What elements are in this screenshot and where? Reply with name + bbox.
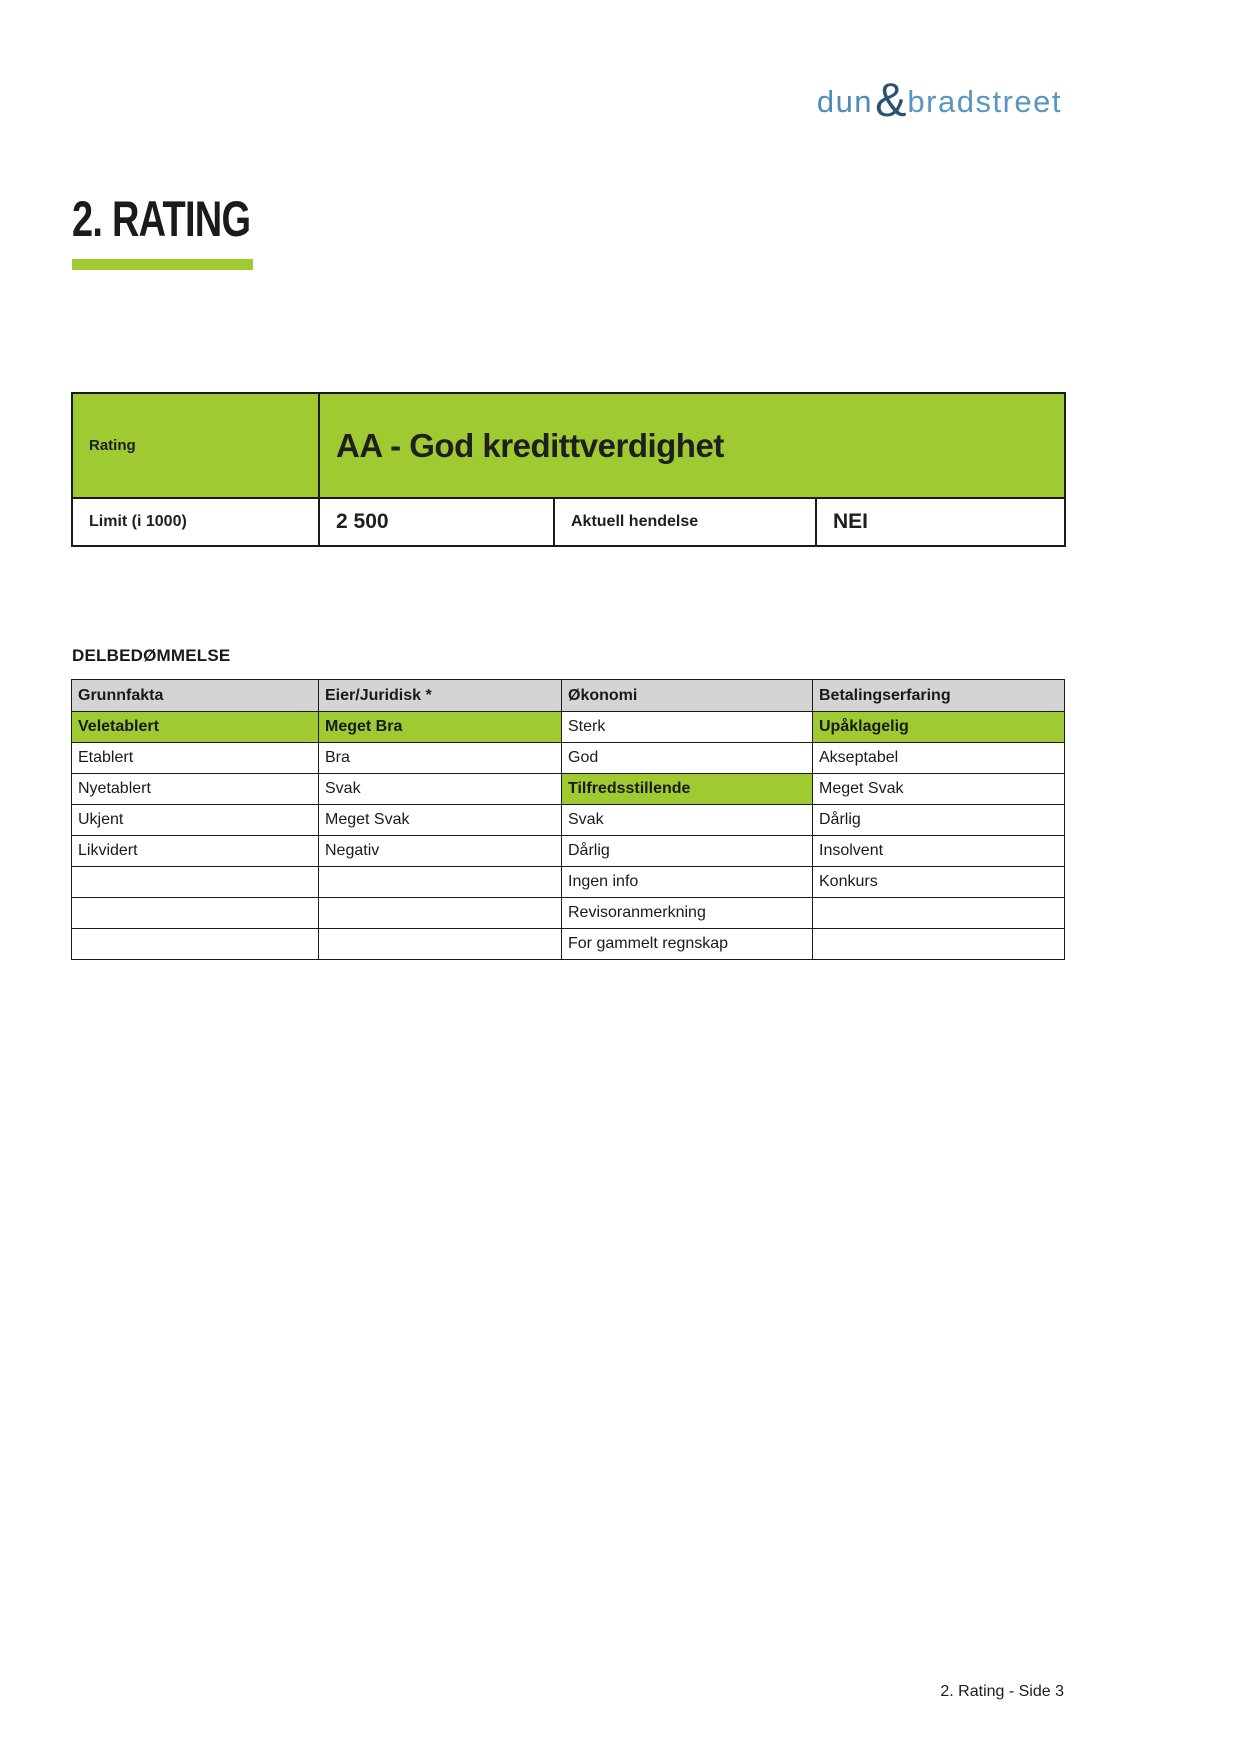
table-cell: Likvidert xyxy=(72,836,319,867)
table-cell: Dårlig xyxy=(813,805,1065,836)
delbedommelse-table-head xyxy=(72,680,1065,712)
table-cell: Bra xyxy=(319,743,562,774)
table-cell xyxy=(72,867,319,898)
limit-label-cell xyxy=(72,498,319,546)
table-cell: Svak xyxy=(562,805,813,836)
table-cell: Svak xyxy=(319,774,562,805)
table-header-cell: Økonomi xyxy=(562,680,813,712)
table-cell: Ingen info xyxy=(562,867,813,898)
table-header-cell: Grunnfakta xyxy=(72,680,319,712)
limit-value-cell xyxy=(319,498,554,546)
limit-label: Limit (i 1000) xyxy=(89,513,187,530)
rating-label: Rating xyxy=(89,436,136,454)
table-cell: Veletablert xyxy=(72,712,319,743)
table-cell xyxy=(319,929,562,960)
table-row xyxy=(72,929,1065,960)
table-cell: Negativ xyxy=(319,836,562,867)
dun-and-bradstreet-logo xyxy=(816,72,1062,126)
event-value: NEI xyxy=(833,510,869,533)
table-cell: Akseptabel xyxy=(813,743,1065,774)
table-cell xyxy=(813,929,1065,960)
table-row xyxy=(72,867,1065,898)
table-row xyxy=(72,805,1065,836)
rating-summary-table xyxy=(71,392,1066,547)
table-header-cell: Eier/Juridisk * xyxy=(319,680,562,712)
rating-header-row xyxy=(72,393,1065,498)
rating-values-row xyxy=(72,498,1065,546)
table-cell: Konkurs xyxy=(813,867,1065,898)
page-title: 2. RATING xyxy=(72,191,251,247)
table-cell: Meget Bra xyxy=(319,712,562,743)
footer-page-label: 2. Rating - Side 3 xyxy=(940,1683,1064,1700)
table-cell xyxy=(319,867,562,898)
delbedommelse-title: DELBEDØMMELSE xyxy=(72,646,231,665)
table-row xyxy=(72,836,1065,867)
delbedommelse-table-body xyxy=(72,712,1065,960)
table-cell: Sterk xyxy=(562,712,813,743)
rating-value: AA - God kredittverdighet xyxy=(336,426,724,464)
table-row xyxy=(72,774,1065,805)
table-cell xyxy=(813,898,1065,929)
table-cell: Nyetablert xyxy=(72,774,319,805)
table-cell: Meget Svak xyxy=(813,774,1065,805)
table-row xyxy=(72,743,1065,774)
table-cell: Upåklagelig xyxy=(813,712,1065,743)
limit-value: 2 500 xyxy=(336,510,389,533)
table-row xyxy=(72,712,1065,743)
table-cell: Revisoranmerkning xyxy=(562,898,813,929)
table-cell: For gammelt regnskap xyxy=(562,929,813,960)
table-header-row xyxy=(72,680,1065,712)
table-row xyxy=(72,898,1065,929)
table-cell: Insolvent xyxy=(813,836,1065,867)
title-underline-bar xyxy=(72,259,253,270)
event-value-cell xyxy=(816,498,1065,546)
table-header-cell: Betalingserfaring xyxy=(813,680,1065,712)
table-cell: Ukjent xyxy=(72,805,319,836)
event-label: Aktuell hendelse xyxy=(571,513,699,530)
table-cell: Tilfredsstillende xyxy=(562,774,813,805)
delbedommelse-table xyxy=(71,679,1065,960)
rating-label-cell xyxy=(72,393,319,498)
logo-ampersand-icon: & xyxy=(875,73,907,126)
table-cell xyxy=(72,929,319,960)
table-cell: Etablert xyxy=(72,743,319,774)
rating-value-cell xyxy=(319,393,1065,498)
table-cell: God xyxy=(562,743,813,774)
logo-word-bradstreet: bradstreet xyxy=(907,84,1062,119)
table-cell xyxy=(319,898,562,929)
logo-word-dun: dun xyxy=(816,84,874,119)
table-cell: Meget Svak xyxy=(319,805,562,836)
event-label-cell xyxy=(554,498,816,546)
table-cell xyxy=(72,898,319,929)
table-cell: Dårlig xyxy=(562,836,813,867)
